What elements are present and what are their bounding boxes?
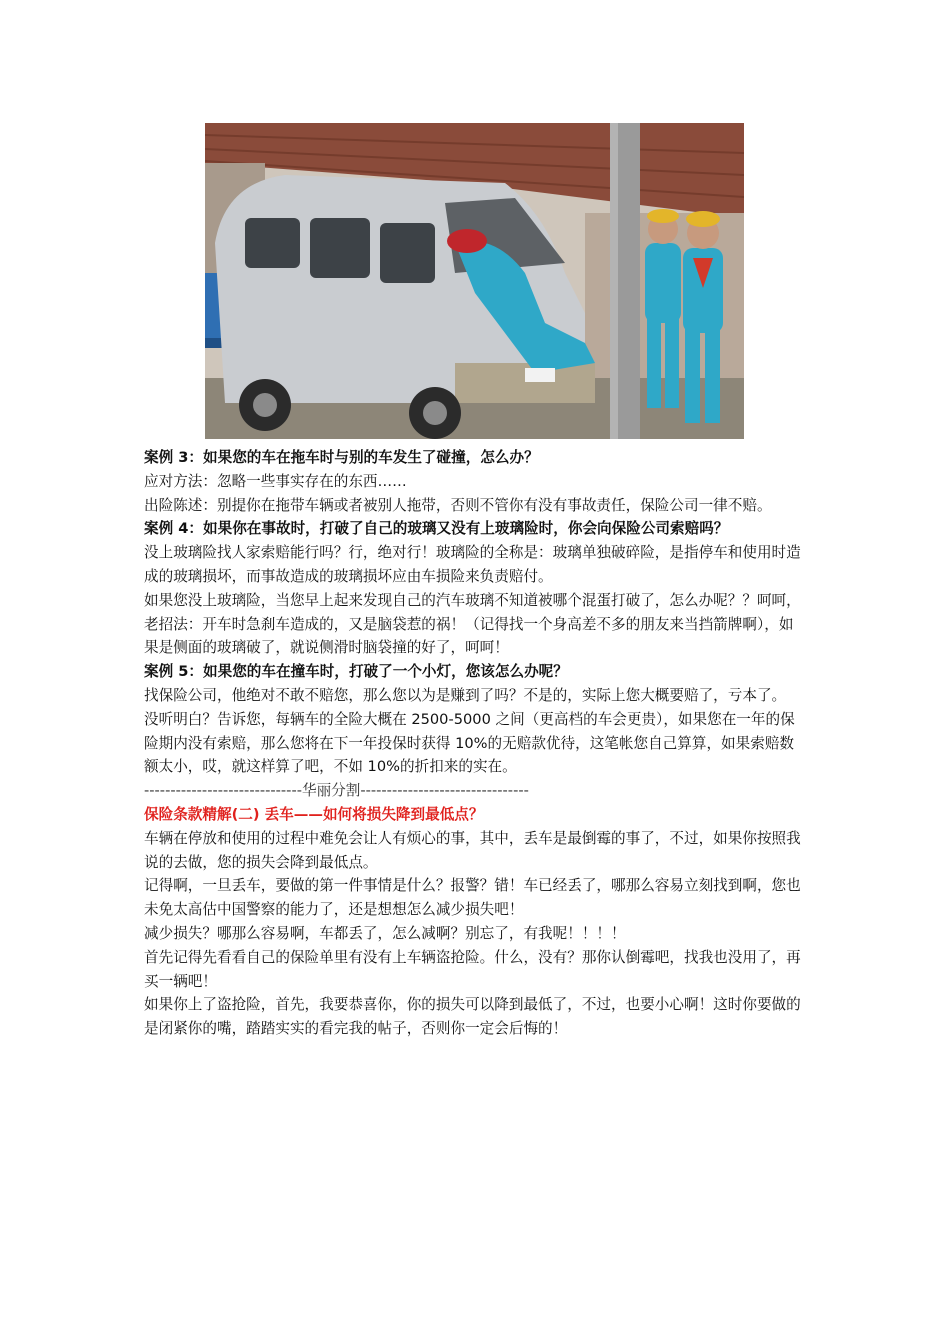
case3-desc: 出险陈述：别提你在拖带车辆或者被别人拖带，否则不管你有没有事故责任，保险公司一律不赔。 [144, 496, 772, 514]
case5-paragraph-1: 找保险公司，他绝对不敢不赔您，那么您以为是赚到了吗？不是的，实际上您大概要赔了，亏本了。 [144, 686, 787, 704]
section2-paragraph-2: 记得啊，一旦丢车，要做的第一件事情是什么？报警？错！车已经丢了，哪那么容易立刻找到啊，您也未免太高估中国警察的能力了，还是想想怎么减少损失吧！ [144, 877, 801, 919]
section2-paragraph-5: 如果你上了盗抢险，首先，我要恭喜你，你的损失可以降到最低了，不过，也要小心啊！这时你要做的是闭紧你的嘴，踏踏实实的看完我的帖子，否则你一定会后悔的！ [144, 996, 801, 1038]
case4-paragraph-1: 没上玻璃险找人家索赔能行吗？行，绝对行！玻璃险的全称是：玻璃单独破碎险，是指停车和使用时造成的玻璃损坏，而事故造成的玻璃损坏应由车损险来负责赔付。 [144, 544, 801, 585]
case4-title: 案例 4：如果你在事故时，打破了自己的玻璃又没有上玻璃险时，你会向保险公司索赔吗？ [144, 520, 729, 538]
case4-paragraph-2: 如果您没上玻璃险，当您早上起来发现自己的汽车玻璃不知道被哪个混蛋打破了，怎么办呢？？呵呵，老招法：开车时急刹车造成的，又是脑袋惹的祸！（记得找一个身高差不多的朋友来当挡箭牌啊），如果是侧面的玻璃破了，就说侧滑时脑袋撞的好了，呵呵！ [144, 591, 801, 657]
case3-method: 应对方法：忽略一些事实存在的东西…… [144, 472, 407, 490]
section2-title: 保险条款精解(二) 丢车——如何将损失降到最低点？ [144, 805, 484, 823]
case5-paragraph-2: 没听明白？告诉您，每辆车的全险大概在 2500-5000 之间（更高档的车会更贵），如果您在一年的保险期内没有索赔，那么您将在下一年投保时获得 10%的无赔款优待，这笔帐您自己算算，如果索赔数额太小，哎，就这样算了吧，不如 10%的折扣来的实在。 [144, 710, 795, 776]
accident-photo [205, 123, 744, 439]
section2-paragraph-3: 减少损失？哪那么容易啊，车都丢了，怎么减啊？别忘了，有我呢！！！！ [144, 924, 626, 942]
article-body [144, 446, 808, 1041]
case3-title: 案例 3：如果您的车在拖车时与别的车发生了碰撞，怎么办？ [144, 449, 539, 466]
case5-title: 案例 5：如果您的车在撞车时，打破了一个小灯，您该怎么办呢？ [144, 663, 568, 681]
section-divider: ------------------------------华丽分割-------------------------------- [144, 782, 529, 800]
section2-paragraph-1: 车辆在停放和使用的过程中难免会让人有烦心的事，其中，丢车是最倒霉的事了，不过，如果你按照我说的去做，您的损失会降到最低点。 [144, 829, 801, 871]
section2-paragraph-4: 首先记得先看看自己的保险单里有没有上车辆盗抢险。什么，没有？那你认倒霉吧，找我也没用了，再买一辆吧！ [144, 948, 801, 990]
